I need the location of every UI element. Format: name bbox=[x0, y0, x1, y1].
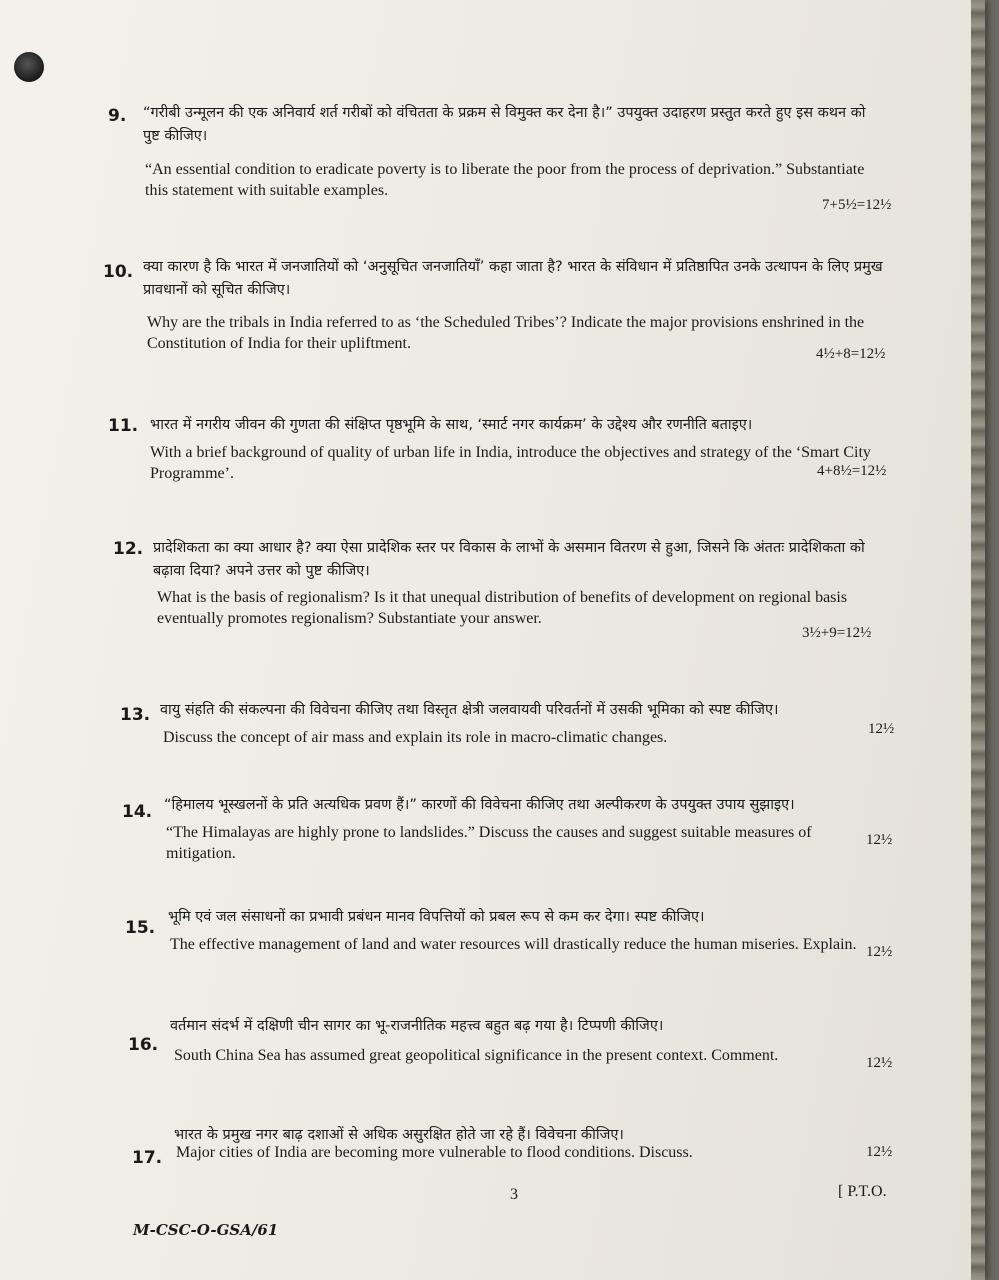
question-hindi: प्रादेशिकता का क्या आधार है? क्या ऐसा प्रादेशिक स्तर पर विकास के लाभों के असमान वितरण से हुआ, जिसने कि अंततः प्रादेशिकता को बढ़ावा दिया? अपने उत्तर को पुष्ट कीजिए। bbox=[153, 540, 865, 579]
question-number: 16. bbox=[128, 1035, 159, 1055]
question-marks: 12½ bbox=[866, 1055, 893, 1071]
question-hindi: क्या कारण है कि भारत में जनजातियों को ‘अनुसूचित जनजातियाँ’ कहा जाता है? भारत के संविधान में प्रतिष्ठापित उनके उत्थापन के लिए प्रमुख प्रावधानों को सूचित कीजिए। bbox=[143, 259, 883, 298]
question-hindi: भारत में नगरीय जीवन की गुणता की संक्षिप्त पृष्ठभूमि के साथ, ‘स्मार्ट नगर कार्यक्रम’ के उद्देश्य और रणनीति बताइए। bbox=[150, 417, 753, 433]
page-number: 3 bbox=[510, 1186, 518, 1203]
paper-edge bbox=[971, 0, 985, 1280]
question-marks: 7+5½=12½ bbox=[822, 197, 892, 213]
question-number: 13. bbox=[120, 705, 151, 725]
question-english: Discuss the concept of air mass and explain its role in macro-climatic changes. bbox=[163, 729, 668, 746]
question-english: “The Himalayas are highly prone to landslides.” Discuss the causes and suggest suitable measures of mitigation. bbox=[166, 824, 812, 862]
question-hindi: भारत के प्रमुख नगर बाढ़ दशाओं से अधिक असुरक्षित होते जा रहे हैं। विवेचना कीजिए। bbox=[174, 1127, 624, 1143]
paper-code: M-CSC-O-GSA/61 bbox=[133, 1221, 279, 1239]
question-hindi: “हिमालय भूस्खलनों के प्रति अत्यधिक प्रवण हैं।” कारणों की विवेचना कीजिए तथा अल्पीकरण के उपयुक्त उपाय सुझाइए। bbox=[164, 797, 795, 813]
question-english: Major cities of India are becoming more vulnerable to flood conditions. Discuss. bbox=[176, 1144, 693, 1161]
question-number: 11. bbox=[108, 416, 139, 436]
question-number: 14. bbox=[122, 802, 153, 822]
question-marks: 4½+8=12½ bbox=[816, 346, 886, 362]
question-english: With a brief background of quality of urban life in India, introduce the objectives and strategy of the ‘Smart City Programme’. bbox=[150, 444, 871, 482]
question-marks: 12½ bbox=[868, 721, 895, 737]
question-hindi: “गरीबी उन्मूलन की एक अनिवार्य शर्त गरीबों को वंचितता के प्रक्रम से विमुक्त कर देना है।” उपयुक्त उदाहरण प्रस्तुत करते हुए इस कथन को पुष्ट कीजिए। bbox=[143, 105, 866, 144]
question-english: “An essential condition to eradicate poverty is to liberate the poor from the process of deprivation.” Substantiate this statement with suitable examples. bbox=[145, 161, 865, 199]
punch-hole bbox=[14, 52, 44, 82]
question-marks: 12½ bbox=[866, 832, 893, 848]
question-hindi: भूमि एवं जल संसाधनों का प्रभावी प्रबंधन मानव विपत्तियों को प्रबल रूप से कम कर देगा। स्पष्ट कीजिए। bbox=[168, 909, 705, 925]
question-english: The effective management of land and water resources will drastically reduce the human miseries. Explain. bbox=[170, 936, 857, 953]
question-marks: 12½ bbox=[866, 944, 893, 960]
question-english: South China Sea has assumed great geopolitical significance in the present context. Comment. bbox=[174, 1047, 779, 1064]
question-marks: 3½+9=12½ bbox=[802, 625, 872, 641]
question-number: 9. bbox=[108, 106, 127, 126]
question-hindi: वायु संहति की संकल्पना की विवेचना कीजिए तथा विस्तृत क्षेत्री जलवायवी परिवर्तनों में उसकी भूमिका को स्पष्ट कीजिए। bbox=[160, 702, 779, 718]
question-number: 17. bbox=[132, 1148, 163, 1168]
question-hindi: वर्तमान संदर्भ में दक्षिणी चीन सागर का भू-राजनीतिक महत्त्व बहुत बढ़ गया है। टिप्पणी कीजिए। bbox=[170, 1018, 664, 1034]
question-marks: 4+8½=12½ bbox=[817, 463, 887, 479]
question-number: 12. bbox=[113, 539, 144, 559]
question-english: What is the basis of regionalism? Is it that unequal distribution of benefits of development on regional basis eventually promotes regionalism? Substantiate your answer. bbox=[157, 589, 848, 627]
question-number: 15. bbox=[125, 918, 156, 938]
question-english: Why are the tribals in India referred to as ‘the Scheduled Tribes’? Indicate the major provisions enshrined in the Constitution of India for their upliftment. bbox=[147, 314, 865, 352]
pto-label: [ P.T.O. bbox=[838, 1183, 887, 1200]
question-marks: 12½ bbox=[866, 1144, 893, 1160]
question-number: 10. bbox=[103, 262, 134, 282]
